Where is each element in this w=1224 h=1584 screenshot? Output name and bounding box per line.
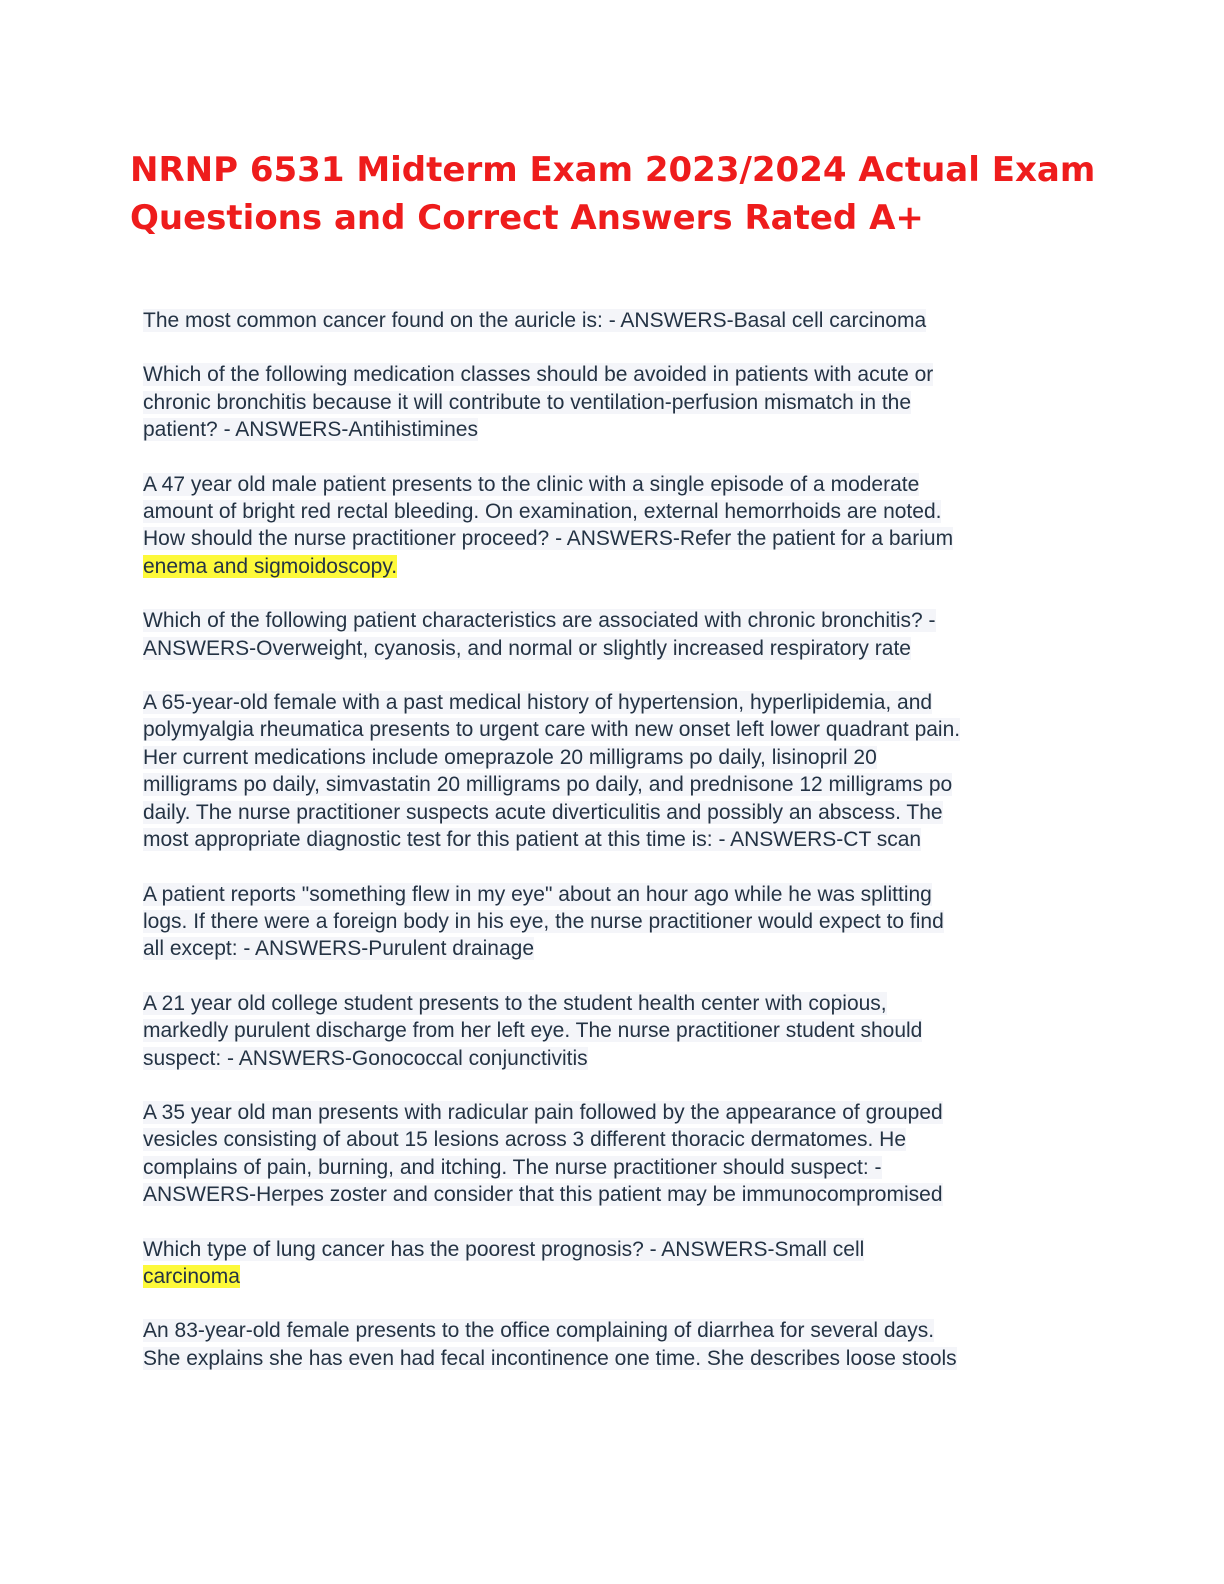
text-line [143, 607, 1083, 634]
line-text: A patient reports "something flew in my eye" about an hour ago while he was splitting [143, 882, 932, 906]
question-answer-item [143, 471, 1083, 581]
text-line [143, 1099, 1083, 1126]
text-line [143, 553, 1083, 580]
line-text: A 65-year-old female with a past medical history of hypertension, hyperlipidemia, and [143, 691, 933, 715]
text-line [143, 1045, 1083, 1072]
question-answer-item [143, 1317, 1083, 1372]
line-text: daily. The nurse practitioner suspects acute diverticulitis and possibly an abscess. The [143, 800, 943, 824]
line-text: The most common cancer found on the auricle is: - ANSWERS-Basal cell carcinoma [143, 309, 927, 332]
highlighted-text: carcinoma [143, 1264, 240, 1288]
line-text: She explains she has even had fecal incontinence one time. She describes loose stools [143, 1346, 957, 1370]
text-line [143, 498, 1083, 525]
line-text: vesicles consisting of about 15 lesions across 3 different thoracic dermatomes. He [143, 1128, 906, 1152]
text-line [143, 1236, 1083, 1263]
text-line [143, 689, 1083, 716]
text-line [143, 716, 1083, 743]
text-line [143, 1317, 1083, 1344]
question-answer-list [143, 307, 1083, 1399]
line-text: milligrams po daily, simvastatin 20 milligrams po daily, and prednisone 12 milligrams po [143, 773, 953, 797]
question-answer-item [143, 881, 1083, 963]
text-line [143, 1154, 1083, 1181]
line-text: ANSWERS-Herpes zoster and consider that this patient may be immunocompromised [143, 1183, 943, 1207]
text-line [143, 1126, 1083, 1153]
line-text: most appropriate diagnostic test for this patient at this time is: - ANSWERS-CT scan [143, 828, 922, 852]
line-text: patient? - ANSWERS-Antihistimines [143, 418, 478, 442]
text-line [143, 389, 1083, 416]
line-text: markedly purulent discharge from her left eye. The nurse practitioner student should [143, 1019, 923, 1043]
text-line [143, 744, 1083, 771]
text-line [143, 1181, 1083, 1208]
text-line [143, 1263, 1083, 1290]
question-answer-item [143, 689, 1083, 853]
question-answer-item [143, 307, 1083, 334]
line-text: A 47 year old male patient presents to the clinic with a single episode of a moderate [143, 472, 920, 496]
question-answer-item [143, 1099, 1083, 1209]
line-text: polymyalgia rheumatica presents to urgent care with new onset left lower quadrant pain. [143, 718, 961, 742]
line-text: chronic bronchitis because it will contribute to ventilation-perfusion mismatch in the [143, 390, 912, 414]
question-answer-item [143, 990, 1083, 1072]
text-line [143, 799, 1083, 826]
text-line [143, 771, 1083, 798]
line-text: suspect: - ANSWERS-Gonococcal conjunctivitis [143, 1046, 588, 1070]
text-line [143, 1345, 1083, 1372]
question-answer-item [143, 1236, 1083, 1291]
line-text: all except: - ANSWERS-Purulent drainage [143, 937, 535, 961]
text-line [143, 881, 1083, 908]
line-text: complains of pain, burning, and itching. The nurse practitioner should suspect: - [143, 1155, 882, 1179]
line-text: Her current medications include omeprazole 20 milligrams po daily, lisinopril 20 [143, 745, 877, 769]
text-line [143, 935, 1083, 962]
highlighted-text: enema and sigmoidoscopy. [143, 554, 398, 578]
line-text: logs. If there were a foreign body in his eye, the nurse practitioner would expect to find [143, 909, 944, 933]
text-line [143, 416, 1083, 443]
line-text: Which type of lung cancer has the poorest prognosis? - ANSWERS-Small cell [143, 1237, 865, 1261]
text-line [143, 1017, 1083, 1044]
line-text: How should the nurse practitioner proceed? - ANSWERS-Refer the patient for a barium [143, 527, 954, 551]
text-line [143, 525, 1083, 552]
title-line-2: Questions and Correct Answers Rated A+ [130, 198, 924, 238]
text-line [143, 635, 1083, 662]
text-line [143, 471, 1083, 498]
text-line [143, 307, 1083, 334]
title-line-1: NRNP 6531 Midterm Exam 2023/2024 Actual Exam [130, 150, 1096, 190]
line-text: Which of the following medication classes should be avoided in patients with acute or [143, 363, 934, 387]
text-line [143, 908, 1083, 935]
text-line [143, 990, 1083, 1017]
question-answer-item [143, 361, 1083, 443]
text-line [143, 361, 1083, 388]
line-text: A 21 year old college student presents to the student health center with copious, [143, 991, 887, 1015]
line-text: Which of the following patient characteristics are associated with chronic bronchitis? - [143, 609, 936, 633]
text-line [143, 826, 1083, 853]
line-text: amount of bright red rectal bleeding. On examination, external hemorrhoids are noted. [143, 500, 942, 524]
line-text: ANSWERS-Overweight, cyanosis, and normal or slightly increased respiratory rate [143, 636, 911, 660]
question-answer-item [143, 607, 1083, 662]
document-title [130, 146, 1096, 242]
line-text: An 83-year-old female presents to the office complaining of diarrhea for several days. [143, 1319, 935, 1343]
line-text: A 35 year old man presents with radicular pain followed by the appearance of grouped [143, 1100, 943, 1124]
